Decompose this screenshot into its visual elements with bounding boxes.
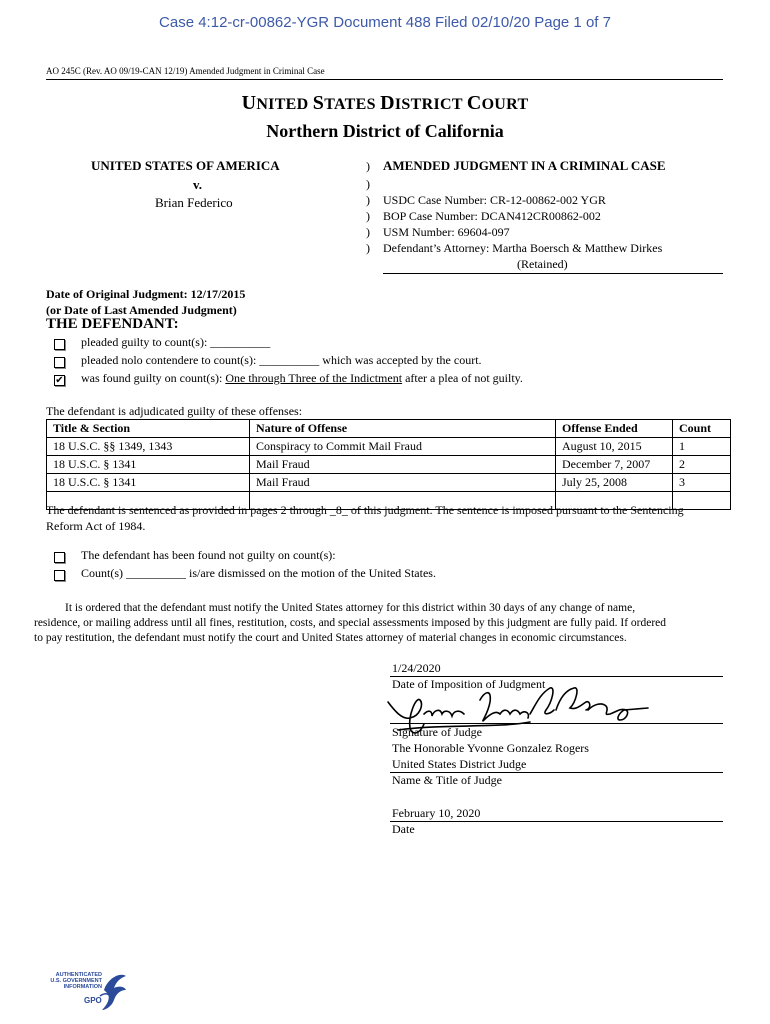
table-cell: August 10, 2015	[556, 438, 673, 456]
table-cell: 18 U.S.C. §§ 1349, 1343	[47, 438, 250, 456]
judgment-title: AMENDED JUDGMENT IN A CRIMINAL CASE	[383, 158, 666, 173]
column-header: Nature of Offense	[250, 420, 556, 438]
original-judgment-date: Date of Original Judgment: 12/17/2015	[46, 287, 246, 301]
judge-title: United States District Judge	[392, 757, 527, 771]
defendant-heading: THE DEFENDANT:	[46, 316, 179, 332]
defendant-name: Brian Federico	[155, 195, 233, 210]
caption-paren: )	[366, 193, 370, 207]
sentence-text: The defendant is sentenced as provided in pages 2 through _8_ of this judgment. The sentence is imposed pursuant to the Sentencing	[46, 503, 684, 517]
bop-case-number: BOP Case Number: DCAN412CR00862-002	[383, 209, 601, 223]
imposition-label: Date of Imposition of Judgment	[392, 677, 546, 691]
signature-rule	[390, 821, 723, 822]
column-header: Title & Section	[47, 420, 250, 438]
signing-date: February 10, 2020	[392, 806, 481, 820]
signature-rule	[390, 723, 723, 724]
table-cell: Mail Fraud	[250, 474, 556, 492]
table-row	[47, 438, 731, 456]
table-row	[47, 456, 731, 474]
judge-name: The Honorable Yvonne Gonzalez Rogers	[392, 741, 589, 755]
table-header-row	[47, 420, 731, 438]
table-cell: December 7, 2007	[556, 456, 673, 474]
plea-nolo-text: pleaded nolo contendere to count(s): __________ which was accepted by the court.	[81, 353, 482, 367]
plaintiff: UNITED STATES OF AMERICA	[91, 158, 280, 173]
caption-paren: )	[366, 209, 370, 223]
eagle-icon	[98, 970, 130, 1014]
not-guilty-text: The defendant has been found not guilty on count(s):	[81, 548, 336, 562]
column-header: Offense Ended	[556, 420, 673, 438]
order-line-1: It is ordered that the defendant must notify the United States attorney for this district within 30 days of any change of name,	[65, 602, 636, 614]
filing-stamp: Case 4:12-cr-00862-YGR Document 488 Filed 02/10/20 Page 1 of 7	[159, 14, 611, 31]
name-title-label: Name & Title of Judge	[392, 773, 502, 787]
signature-label: Signature of Judge	[392, 725, 482, 739]
table-cell: 1	[673, 438, 731, 456]
caption-paren: )	[366, 225, 370, 239]
plea-checkbox[interactable]	[54, 339, 65, 350]
table-cell: July 25, 2008	[556, 474, 673, 492]
plea-checkbox-checked[interactable]: ✔	[55, 375, 64, 386]
imposition-date: 1/24/2020	[392, 661, 441, 675]
defense-attorney: Defendant’s Attorney: Martha Boersch & Matthew Dirkes	[383, 241, 663, 255]
date-label: Date	[392, 822, 415, 836]
caption-paren: )	[366, 177, 370, 191]
table-cell: 2	[673, 456, 731, 474]
table-cell: Conspiracy to Commit Mail Fraud	[250, 438, 556, 456]
table-row	[47, 474, 731, 492]
plea-found-guilty-text: was found guilty on count(s): One through Three of the Indictment after a plea of not guilty.	[81, 371, 523, 385]
table-cell: 18 U.S.C. § 1341	[47, 474, 250, 492]
order-line-3: to pay restitution, the defendant must notify the court and United States attorney of material changes in economic circumstances.	[34, 632, 627, 644]
caption-paren: )	[366, 159, 370, 173]
not-guilty-checkbox[interactable]	[54, 552, 65, 563]
sentence-text-line2: Reform Act of 1984.	[46, 519, 146, 533]
court-district: Northern District of California	[266, 121, 504, 141]
versus: v.	[193, 177, 203, 192]
caption-rule	[383, 273, 723, 274]
table-cell: Mail Fraud	[250, 456, 556, 474]
offenses-table	[46, 419, 731, 510]
table-cell: 3	[673, 474, 731, 492]
plea-guilty-text: pleaded guilty to count(s): __________	[81, 335, 271, 349]
dismissed-checkbox[interactable]	[54, 570, 65, 581]
order-line-2: residence, or mailing address until all fines, restitution, costs, and special assessments imposed by this judgment are fully paid. If ordered	[34, 617, 667, 629]
dismissed-text: Count(s) __________ is/are dismissed on the motion of the United States.	[81, 566, 436, 580]
offenses-intro: The defendant is adjudicated guilty of these offenses:	[46, 404, 303, 418]
table-cell: 18 U.S.C. § 1341	[47, 456, 250, 474]
usm-number: USM Number: 69604-097	[383, 225, 510, 239]
form-id: AO 245C (Rev. AO 09/19-CAN 12/19) Amended Judgment in Criminal Case	[46, 66, 325, 76]
gpo-authentication-logo: AUTHENTICATED U.S. GOVERNMENT INFORMATION GPO	[40, 970, 130, 1014]
header-rule	[46, 79, 723, 80]
attorney-retained: (Retained)	[517, 257, 568, 271]
plea-checkbox[interactable]	[54, 357, 65, 368]
usdc-case-number: USDC Case Number: CR-12-00862-002 YGR	[383, 193, 606, 207]
column-header: Count	[673, 420, 731, 438]
last-amended-judgment: (or Date of Last Amended Judgment)	[46, 303, 237, 317]
caption-paren: )	[366, 241, 370, 255]
court-name: UNITED STATES DISTRICT COURT	[241, 92, 529, 114]
